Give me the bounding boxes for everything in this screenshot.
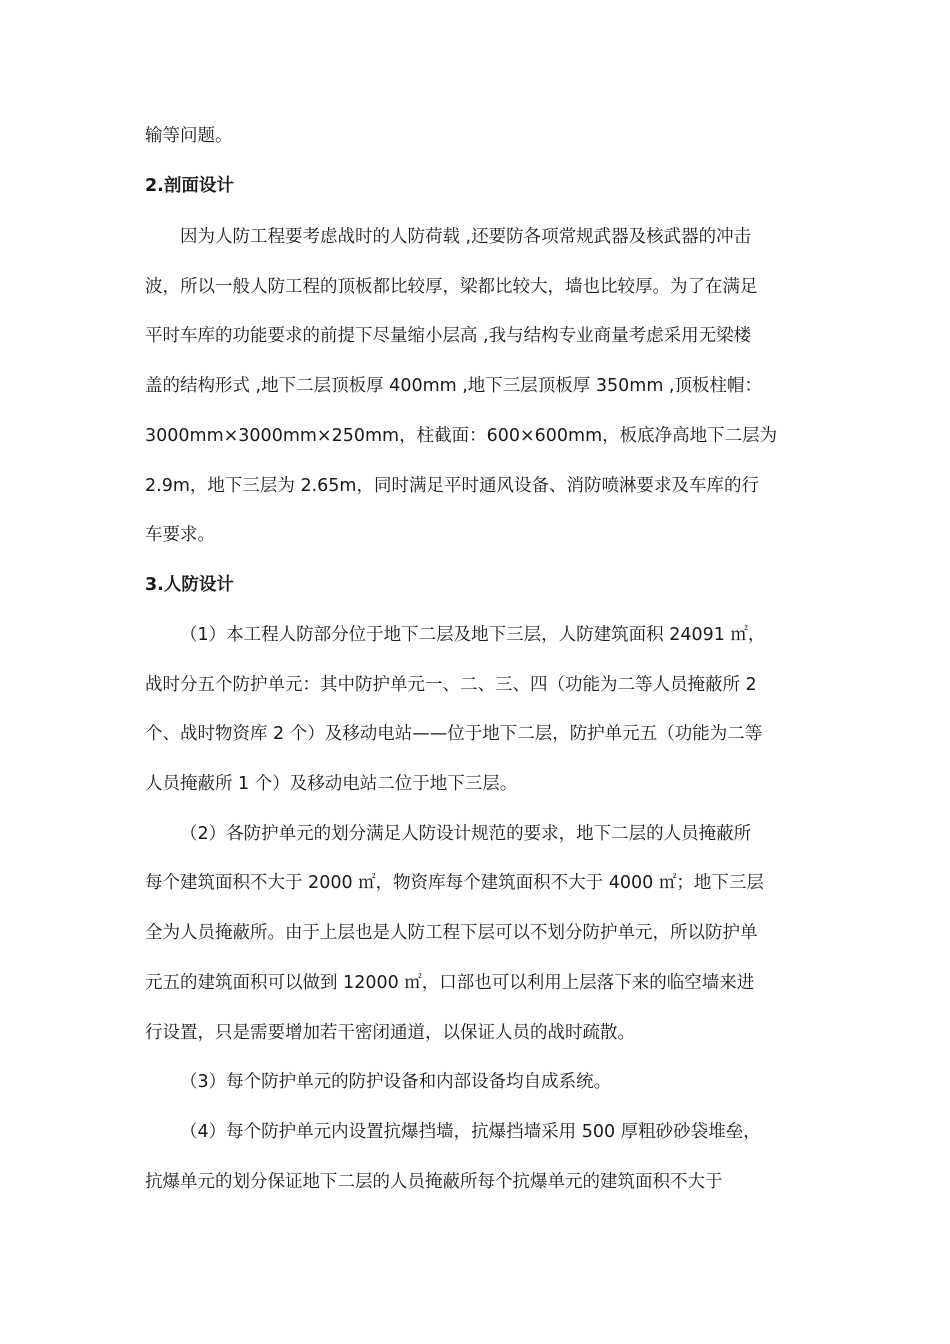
text-line: 盖的结构形式 ,地下二层顶板厚 400mm ,地下三层顶板厚 350mm ,顶板柱帽： xyxy=(145,376,762,396)
text-line: 输等问题。 xyxy=(145,126,233,146)
text-line: 因为人防工程要考虑战时的人防荷载 ,还要防各项常规武器及核武器的冲击 xyxy=(180,227,752,247)
text-line: 每个建筑面积不大于 2000 ㎡，物资库每个建筑面积不大于 4000 ㎡；地下三层 xyxy=(145,873,764,893)
text-line: 全为人员掩蔽所。由于上层也是人防工程下层可以不划分防护单元，所以防护单 xyxy=(145,923,758,943)
section-heading: 2.剖面设计 xyxy=(145,176,234,196)
text-line: （2）各防护单元的划分满足人防设计规范的要求，地下二层的人员掩蔽所 xyxy=(180,824,752,844)
text-line: 行设置，只是需要增加若干密闭通道，以保证人员的战时疏散。 xyxy=(145,1023,635,1043)
text-line: 人员掩蔽所 1 个）及移动电站二位于地下三层。 xyxy=(145,774,518,794)
text-line: 车要求。 xyxy=(145,525,215,545)
text-line: 2.9m，地下三层为 2.65m，同时满足平时通风设备、消防喷淋要求及车库的行 xyxy=(145,476,759,496)
text-line: 抗爆单元的划分保证地下二层的人员掩蔽所每个抗爆单元的建筑面积不大于 xyxy=(145,1172,723,1192)
text-line: （3）每个防护单元的防护设备和内部设备均自成系统。 xyxy=(180,1072,612,1092)
text-line: 平时车库的功能要求的前提下尽量缩小层高 ,我与结构专业商量考虑采用无梁楼 xyxy=(145,326,752,346)
text-line: 个、战时物资库 2 个）及移动电站——位于地下二层，防护单元五（功能为二等 xyxy=(145,724,763,744)
text-line: 3000mm×3000mm×250mm，柱截面：600×600mm，板底净高地下二层为 xyxy=(145,426,778,446)
text-line: 元五的建筑面积可以做到 12000 ㎡，口部也可以利用上层落下来的临空墙来进 xyxy=(145,973,755,993)
text-line: 战时分五个防护单元：其中防护单元一、二、三、四（功能为二等人员掩蔽所 2 xyxy=(145,675,757,695)
section-heading: 3.人防设计 xyxy=(145,575,234,595)
text-line: 波，所以一般人防工程的顶板都比较厚，梁都比较大，墙也比较厚。为了在满足 xyxy=(145,277,758,297)
text-line: （1）本工程人防部分位于地下二层及地下三层，人防建筑面积 24091 ㎡， xyxy=(180,625,766,645)
text-line: （4）每个防护单元内设置抗爆挡墙，抗爆挡墙采用 500 厚粗砂砂袋堆垒， xyxy=(180,1122,761,1142)
